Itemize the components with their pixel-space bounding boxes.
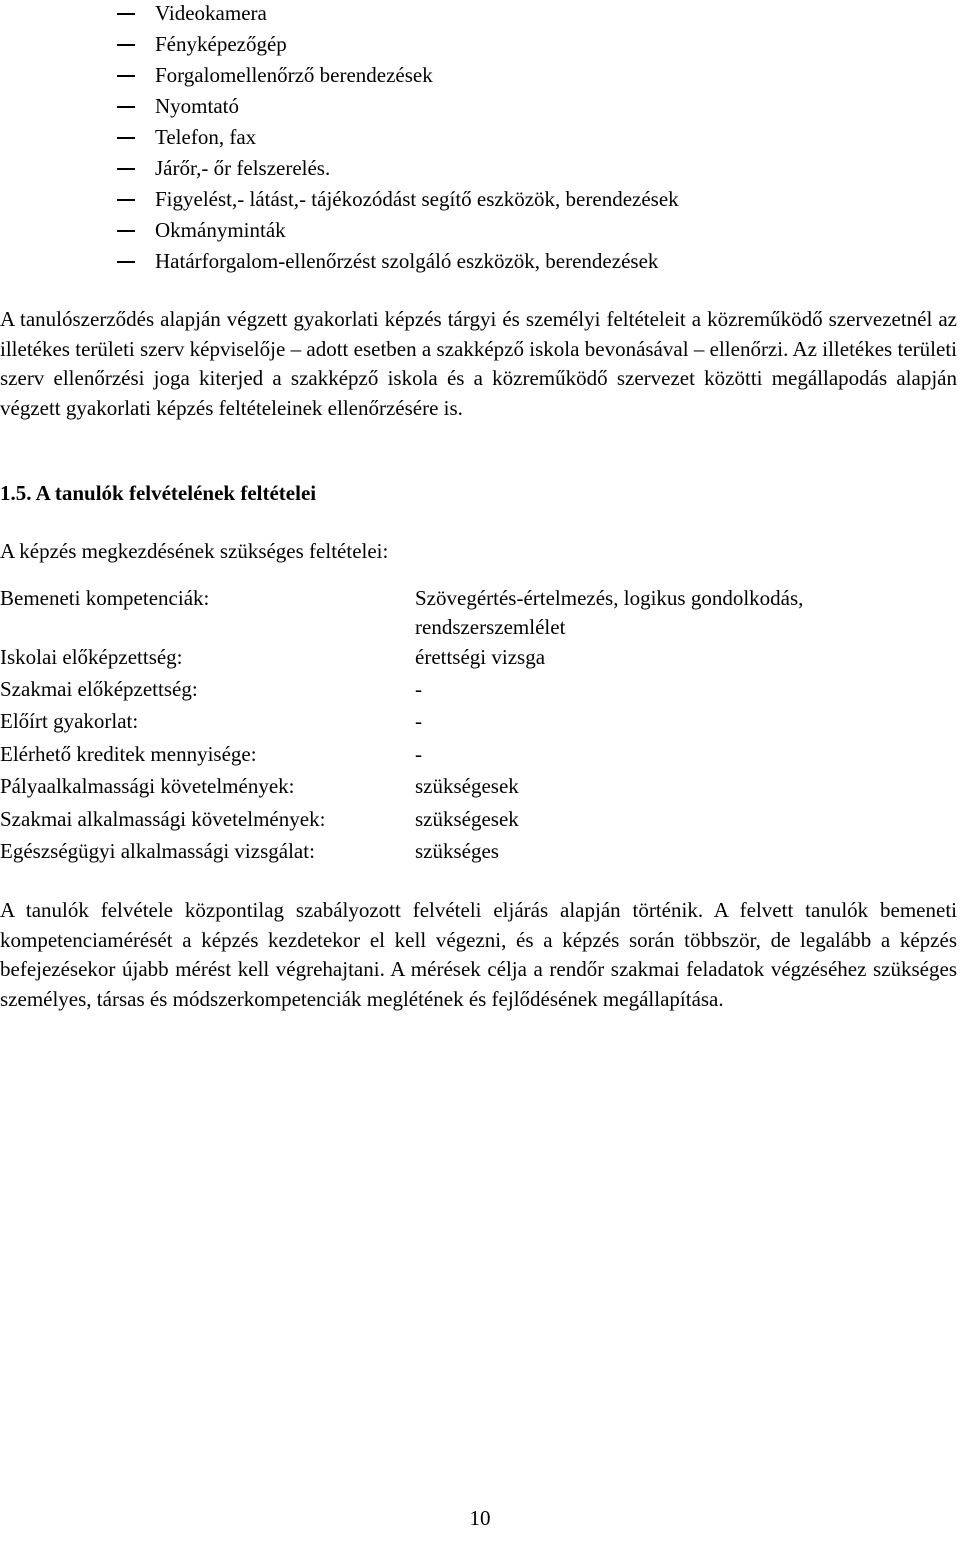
page-number: 10: [469, 1506, 491, 1530]
requirement-label: Szakmai alkalmassági követelmények:: [0, 807, 326, 831]
list-item-text: Fényképezőgép: [155, 32, 287, 56]
dash-bullet-icon: [117, 168, 135, 170]
list-item-text: Figyelést,- látást,- tájékozódást segítő eszközök, berendezések: [155, 187, 679, 211]
list-item-text: Telefon, fax: [155, 125, 257, 149]
requirement-value: szükségesek: [415, 774, 519, 798]
list-item-text: Határforgalom-ellenőrzést szolgáló eszközök, berendezések: [155, 249, 659, 273]
list-item-text: Videokamera: [155, 1, 267, 25]
requirement-value: Szövegértés-értelmezés, logikus gondolkodás, rendszerszemlélet: [415, 586, 804, 639]
requirement-value: -: [415, 742, 422, 766]
requirement-label: Szakmai előképzettség:: [0, 677, 198, 701]
requirement-label: Előírt gyakorlat:: [0, 709, 139, 733]
admission-paragraph: A tanulók felvétele központilag szabályozott felvételi eljárás alapján történik. A felvett tanulók bemeneti kompetenciamérését a képzés kezdetekor el kell végezni, és a képzés során többször, de legalább a képzés befejezésekor újabb mérést kell végrehajtani. A mérések célja a rendőr szakmai feladatok végzéséhez szükséges személyes, társas és módszerkompetenciák meglétének és fejlődésének megállapítása.: [0, 898, 957, 1011]
requirement-label: Pályaalkalmassági követelmények:: [0, 774, 295, 798]
requirement-value: szükségesek: [415, 807, 519, 831]
dash-bullet-icon: [117, 137, 135, 139]
dash-bullet-icon: [117, 199, 135, 201]
requirements-intro: A képzés megkezdésének szükséges feltételei:: [0, 539, 389, 563]
requirement-label: Elérhető kreditek mennyisége:: [0, 742, 257, 766]
requirement-value: -: [415, 709, 422, 733]
dash-bullet-icon: [117, 230, 135, 232]
section-heading: 1.5. A tanulók felvételének feltételei: [0, 481, 317, 505]
dash-bullet-icon: [117, 75, 135, 77]
requirement-label: Egészségügyi alkalmassági vizsgálat:: [0, 839, 315, 863]
list-item-text: Okmányminták: [155, 218, 286, 242]
dash-bullet-icon: [117, 13, 135, 15]
requirement-label: Iskolai előképzettség:: [0, 645, 183, 669]
supervision-paragraph: A tanulószerződés alapján végzett gyakorlati képzés tárgyi és személyi feltételeit a közreműködő szervezetnél az illetékes területi szerv képviselője – adott esetben a szakképző iskola bevonásával – ellenőrzi. Az illetékes területi szerv ellenőrzési joga kiterjed a szakképző iskola és a közreműködő szervezet közötti megállapodás alapján végzett gyakorlati képzés feltételeinek ellenőrzésére is.: [0, 307, 957, 420]
list-item-text: Nyomtató: [155, 94, 239, 118]
list-item-text: Forgalomellenőrző berendezések: [155, 63, 433, 87]
dash-bullet-icon: [117, 44, 135, 46]
requirement-value: -: [415, 677, 422, 701]
dash-bullet-icon: [117, 261, 135, 263]
requirement-value: érettségi vizsga: [415, 645, 546, 669]
dash-bullet-icon: [117, 106, 135, 108]
requirement-label: Bemeneti kompetenciák:: [0, 586, 210, 610]
requirement-value: szükséges: [415, 839, 499, 863]
list-item-text: Járőr,- őr felszerelés.: [155, 156, 331, 180]
